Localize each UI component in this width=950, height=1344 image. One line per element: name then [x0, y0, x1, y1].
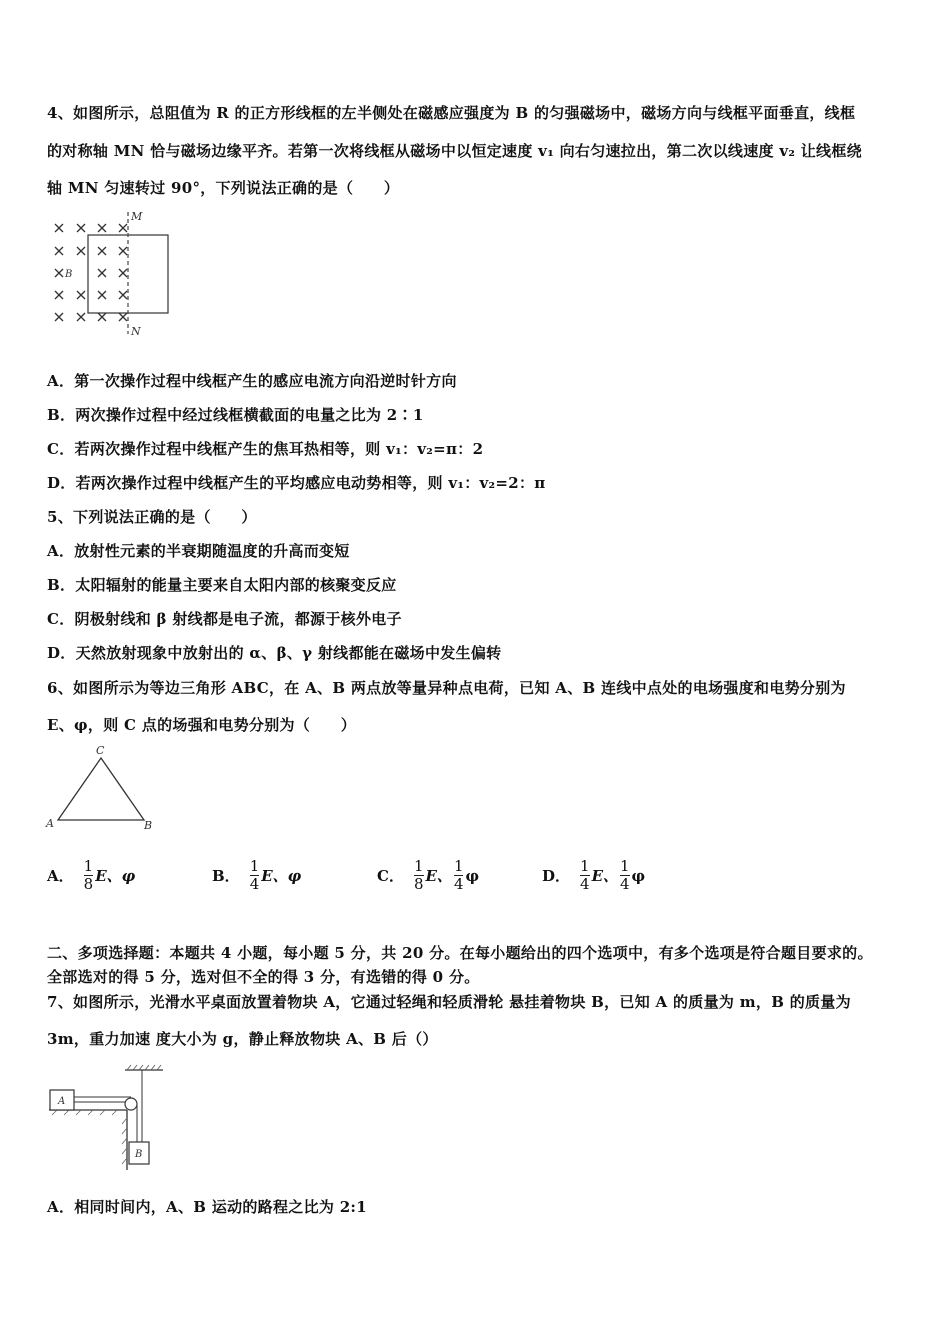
option-label: B． — [212, 867, 240, 885]
q4-magnetic-field-figure — [47, 208, 177, 338]
label-b: B — [65, 269, 73, 280]
q6-option-c — [377, 858, 479, 893]
q4-option-c: C．若两次操作过程中线框产生的焦耳热相等，则 v₁：v₂=π：2 — [47, 440, 484, 458]
option-text: E、φ — [261, 867, 302, 885]
option-text: E、 — [591, 867, 618, 885]
q6-stem-line1: 6、如图所示为等边三角形 ABC，在 A、B 两点放等量异种点电荷，已知 A、B 连线中点处的电场强度和电势分别为 — [47, 679, 846, 697]
q7-option-a: A．相同时间内，A、B 运动的路程之比为 2:1 — [47, 1198, 368, 1216]
label-m: M — [131, 210, 143, 223]
equilateral-triangle — [58, 758, 144, 820]
square-coil — [88, 235, 168, 313]
q7-pulley-figure — [47, 1064, 165, 1172]
q5-option-d: D．天然放射现象中放射出的 α、β、γ 射线都能在磁场中发生偏转 — [47, 644, 502, 662]
option-label: A． — [47, 867, 74, 885]
option-label: C． — [377, 867, 404, 885]
option-text: E、φ — [95, 867, 136, 885]
fraction — [620, 858, 630, 893]
label-b: B — [135, 1149, 143, 1160]
q5-option-a: A．放射性元素的半衰期随温度的升高而变短 — [47, 542, 350, 560]
fraction — [84, 858, 94, 893]
denominator: 4 — [620, 875, 630, 893]
q6-stem-line2: E、φ，则 C 点的场强和电势分别为（ ） — [47, 716, 356, 734]
label-a: A — [58, 1096, 66, 1107]
label-c: C — [96, 744, 105, 757]
q5-stem: 5、下列说法正确的是（ ） — [47, 508, 257, 526]
pulley — [125, 1098, 137, 1110]
label-n: N — [131, 325, 141, 338]
q6-triangle-figure — [44, 742, 164, 834]
denominator: 8 — [413, 875, 424, 893]
option-text: φ — [631, 866, 646, 885]
q4-option-a: A．第一次操作过程中线框产生的感应电流方向沿逆时针方向 — [47, 372, 457, 390]
q7-stem-line2: 3m，重力加速 度大小为 g，静止释放物块 A、B 后（） — [47, 1030, 438, 1048]
q5-option-c: C．阴极射线和 β 射线都是电子流，都源于核外电子 — [47, 610, 402, 628]
q4-option-d: D．若两次操作过程中线框产生的平均感应电动势相等，则 v₁：v₂=2：π — [47, 474, 546, 492]
denominator: 8 — [83, 875, 94, 893]
option-text: φ — [465, 866, 480, 885]
numerator: 1 — [83, 857, 94, 875]
fraction — [414, 858, 424, 893]
option-label: D． — [542, 867, 571, 885]
q7-stem-line1: 7、如图所示，光滑水平桌面放置着物块 A，它通过轻绳和轻质滑轮 悬挂着物块 B，已知 A 的质量为 m，B 的质量为 — [47, 993, 851, 1011]
q6-option-d — [542, 858, 645, 893]
q4-option-b: B．两次操作过程中经过线框横截面的电量之比为 2∶1 — [47, 406, 424, 424]
numerator: 1 — [453, 857, 464, 875]
fraction — [250, 858, 260, 893]
q5-option-b: B．太阳辐射的能量主要来自太阳内部的核聚变反应 — [47, 576, 397, 594]
label-a: A — [46, 817, 54, 830]
q4-stem-line1: 4、如图所示，总阻值为 R 的正方形线框的左半侧处在磁感应强度为 B 的匀强磁场中，磁场方向与线框平面垂直，线框 — [47, 104, 856, 122]
numerator: 1 — [413, 857, 424, 875]
option-text: E、 — [425, 867, 452, 885]
numerator: 1 — [249, 857, 260, 875]
q6-option-b — [212, 858, 301, 893]
numerator: 1 — [620, 857, 630, 875]
fraction — [454, 858, 464, 893]
q6-option-a — [47, 858, 135, 893]
denominator: 4 — [580, 875, 590, 893]
section2-heading-line2: 全部选对的得 5 分，选对但不全的得 3 分，有选错的得 0 分。 — [47, 968, 480, 986]
fraction — [580, 858, 590, 893]
label-b: B — [144, 819, 153, 832]
denominator: 4 — [453, 875, 464, 893]
numerator: 1 — [580, 857, 590, 875]
q4-stem-line3: 轴 MN 匀速转过 90°，下列说法正确的是（ ） — [47, 179, 400, 197]
q4-stem-line2: 的对称轴 MN 恰与磁场边缘平齐。若第一次将线框从磁场中以恒定速度 v₁ 向右匀速拉出，第二次以线速度 v₂ 让线框绕 — [47, 142, 862, 160]
denominator: 4 — [249, 875, 260, 893]
section2-heading-line1: 二、多项选择题：本题共 4 小题，每小题 5 分，共 20 分。在每小题给出的四个选项中，有多个选项是符合题目要求的。 — [47, 944, 873, 962]
